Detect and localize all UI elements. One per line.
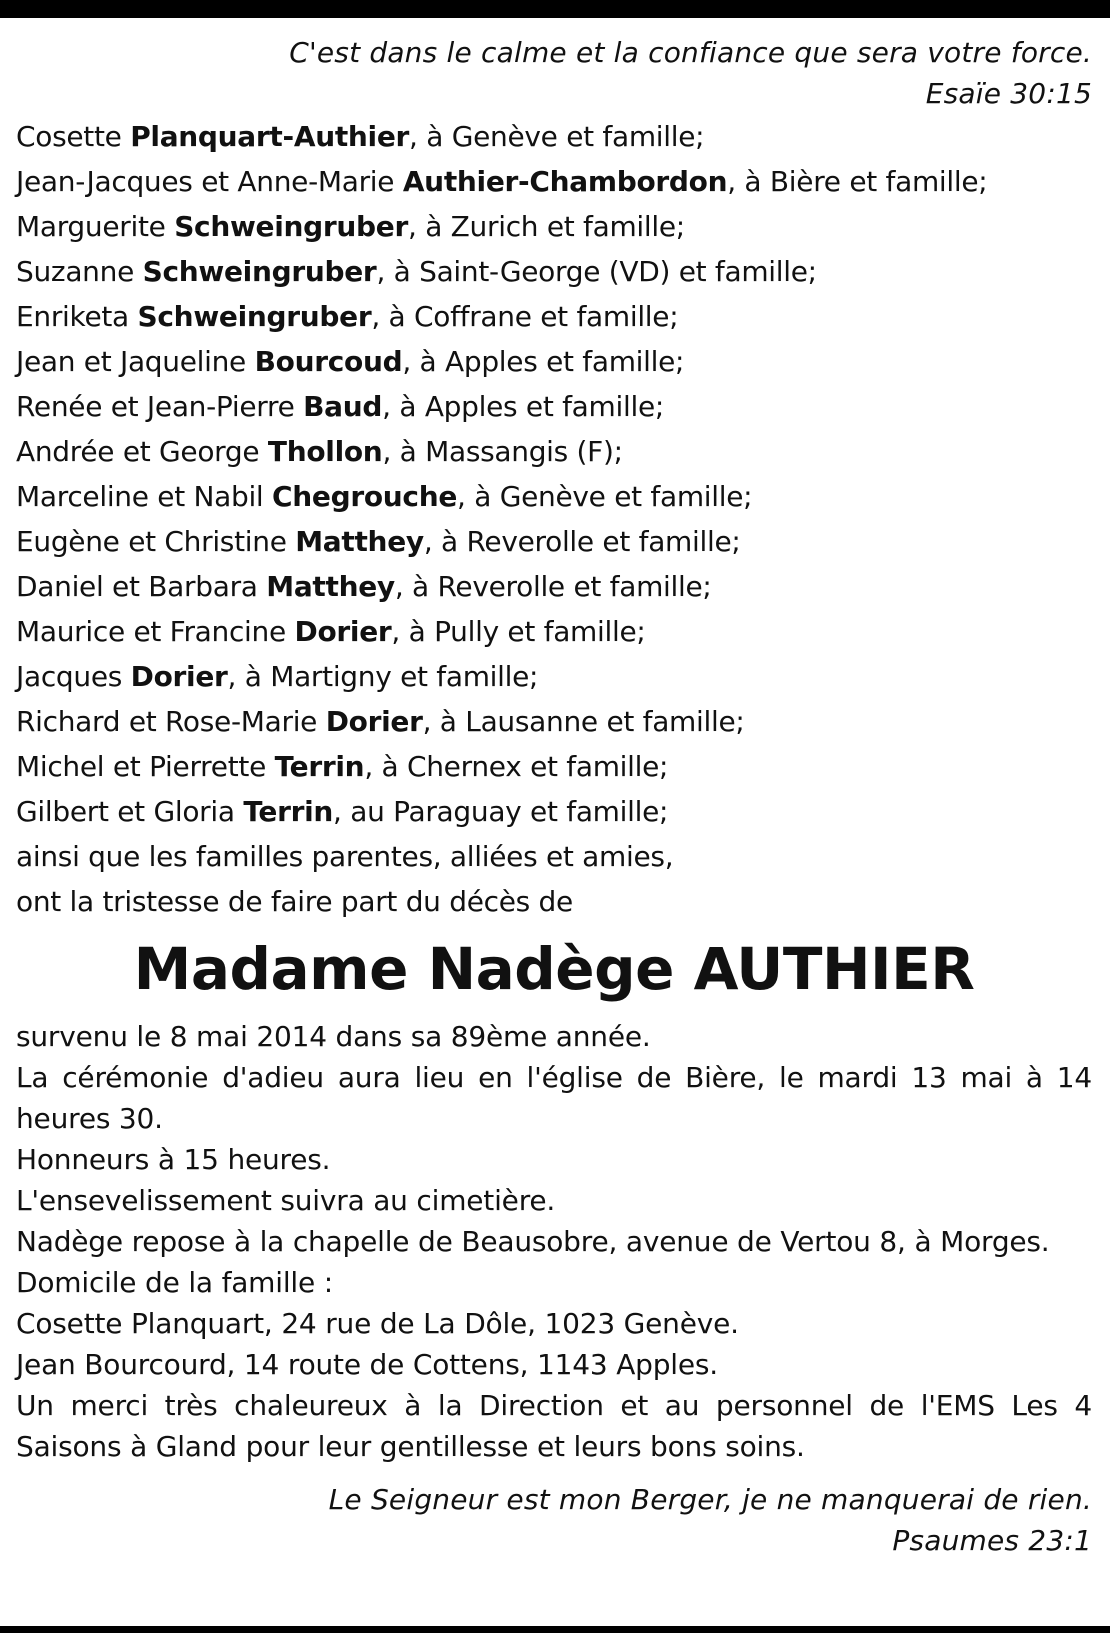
family-line: Michel et Pierrette Terrin, à Chernex et famille; [16,750,669,783]
family-list [16,114,1092,924]
family-surname: Terrin [274,750,365,783]
family-line: Jean et Jaqueline Bourcoud, à Apples et famille; [16,345,685,378]
deceased-name: Madame Nadège AUTHIER [133,935,975,1003]
family-line: Eugène et Christine Matthey, à Reverolle et famille; [16,525,741,558]
closing-verse [16,1479,1092,1561]
closing-verse-text: Le Seigneur est mon Berger, je ne manquerai de rien. [328,1483,1092,1516]
family-surname: Matthey [295,525,424,558]
ceremony-info: La cérémonie d'adieu aura lieu en l'église de Bière, le mardi 13 mai à 14 heures 30. [16,1061,1092,1135]
family-surname: Matthey [266,570,395,603]
family-surname: Schweingruber [142,255,377,288]
family-line: Enriketa Schweingruber, à Coffrane et famille; [16,300,679,333]
funeral-details [16,1016,1092,1467]
opening-verse-text: C'est dans le calme et la confiance que sera votre force. [289,36,1092,69]
family-surname: Planquart-Authier [130,120,410,153]
family-line: Jean-Jacques et Anne-Marie Authier-Chambordon, à Bière et famille; [16,165,988,198]
burial-info: L'ensevelissement suivra au cimetière. [16,1184,556,1217]
family-address-2: Jean Bourcourd, 14 route de Cottens, 1143 Apples. [16,1348,718,1381]
family-line: Andrée et George Thollon, à Massangis (F); [16,435,623,468]
family-surname: Authier-Chambordon [402,165,728,198]
thanks-message: Un merci très chaleureux à la Direction et au personnel de l'EMS Les 4 Saisons à Gland pour leur gentillesse et leurs bons soins. [16,1389,1092,1463]
family-line: Cosette Planquart-Authier, à Genève et famille; [16,120,705,153]
announcement-line: ont la tristesse de faire part du décès de [16,885,573,918]
family-line: Renée et Jean-Pierre Baud, à Apples et famille; [16,390,665,423]
family-surname: Terrin [243,795,334,828]
family-surname: Dorier [325,705,423,738]
obituary-notice [16,32,1092,1561]
honours-info: Honneurs à 15 heures. [16,1143,331,1176]
family-line: Marguerite Schweingruber, à Zurich et famille; [16,210,685,243]
family-surname: Dorier [130,660,228,693]
family-line: Marceline et Nabil Chegrouche, à Genève et famille; [16,480,753,513]
bottom-rule [0,1626,1110,1633]
family-line: Maurice et Francine Dorier, à Pully et famille; [16,615,646,648]
family-surname: Thollon [267,435,383,468]
family-surname: Schweingruber [137,300,372,333]
family-line: Richard et Rose-Marie Dorier, à Lausanne et famille; [16,705,745,738]
resting-place-info: Nadège repose à la chapelle de Beausobre, avenue de Vertou 8, à Morges. [16,1225,1050,1258]
family-surname: Chegrouche [272,480,458,513]
opening-verse-reference: Esaïe 30:15 [925,77,1092,110]
death-date: survenu le 8 mai 2014 dans sa 89ème année. [16,1020,651,1053]
family-line: Daniel et Barbara Matthey, à Reverolle et famille; [16,570,712,603]
family-line: Jacques Dorier, à Martigny et famille; [16,660,539,693]
extended-family-line: ainsi que les familles parentes, alliées et amies, [16,840,674,873]
domicile-label: Domicile de la famille : [16,1266,333,1299]
opening-verse [16,32,1092,114]
family-surname: Schweingruber [174,210,409,243]
family-surname: Dorier [294,615,392,648]
top-rule [0,0,1110,18]
family-address-1: Cosette Planquart, 24 rue de La Dôle, 1023 Genève. [16,1307,739,1340]
closing-verse-reference: Psaumes 23:1 [892,1524,1092,1557]
family-surname: Bourcoud [254,345,403,378]
family-surname: Baud [303,390,383,423]
family-line: Suzanne Schweingruber, à Saint-George (VD) et famille; [16,255,817,288]
family-line: Gilbert et Gloria Terrin, au Paraguay et famille; [16,795,669,828]
